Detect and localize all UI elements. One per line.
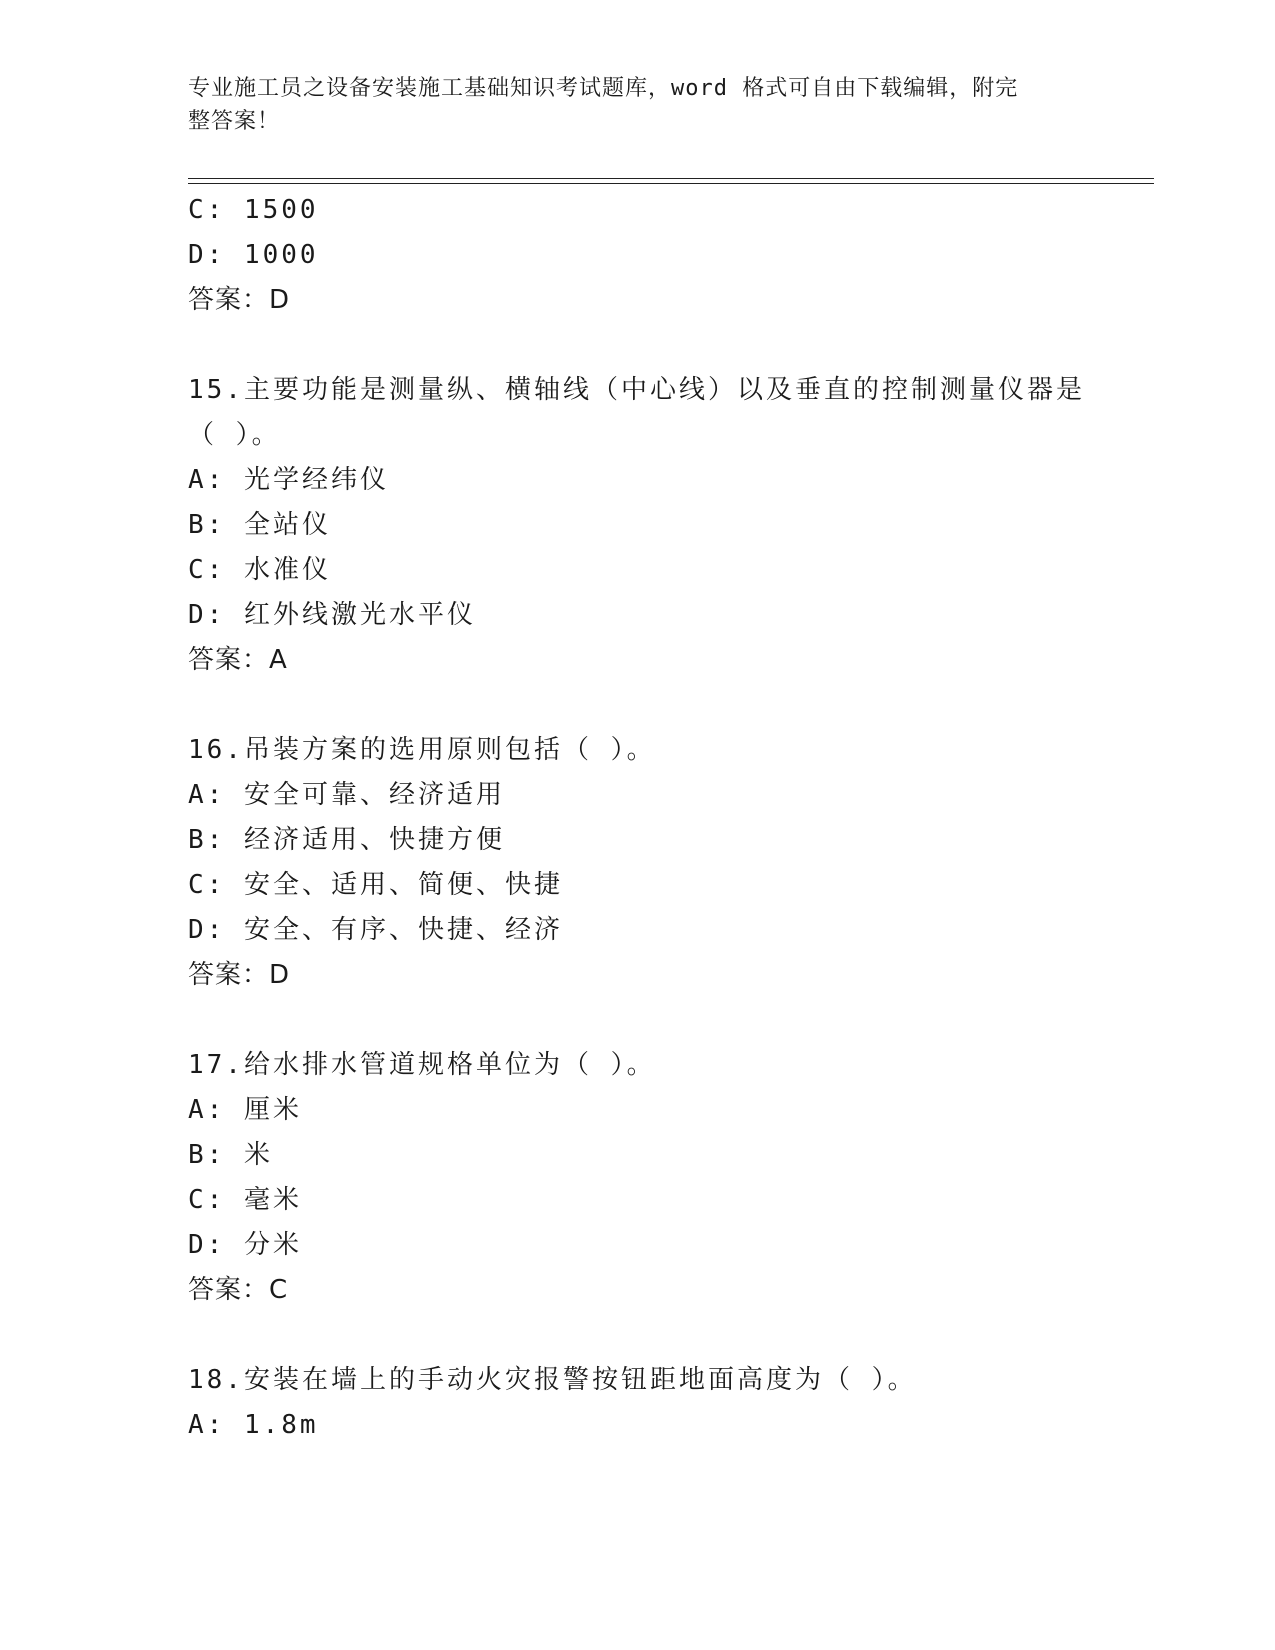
q16-option-b: B: 经济适用、快捷方便 <box>188 825 505 855</box>
q17-option-c: C: 毫米 <box>188 1185 302 1215</box>
q17-option-a: A: 厘米 <box>188 1095 302 1125</box>
q15-option-d: D: 红外线激光水平仪 <box>188 600 476 630</box>
q17-option-b: B: 米 <box>188 1140 273 1170</box>
q16-option-c: C: 安全、适用、简便、快捷 <box>188 870 563 900</box>
header-rule-bottom <box>188 183 1154 184</box>
q17-answer: 答案：C <box>188 1275 289 1305</box>
q16-answer: 答案：D <box>188 960 291 990</box>
q15-option-c: C: 水准仪 <box>188 555 331 585</box>
prev-option-d: D: 1000 <box>188 240 319 270</box>
q17-stem: 17.给水排水管道规格单位为（ ）。 <box>188 1050 656 1080</box>
document-header <box>188 72 1088 138</box>
q18-option-a: A: 1.8m <box>188 1410 319 1440</box>
q15-stem-line-1: 15.主要功能是测量纵、横轴线（中心线）以及垂直的控制测量仪器是 <box>188 375 1085 405</box>
q16-option-a: A: 安全可靠、经济适用 <box>188 780 505 810</box>
prev-option-c: C: 1500 <box>188 195 319 225</box>
q16-option-d: D: 安全、有序、快捷、经济 <box>188 915 563 945</box>
q17-option-d: D: 分米 <box>188 1230 302 1260</box>
header-line-2: 整答案！ <box>188 109 281 134</box>
q15-option-b: B: 全站仪 <box>188 510 331 540</box>
q15-stem-line-2: （ ）。 <box>188 420 281 450</box>
header-line-1: 专业施工员之设备安装施工基础知识考试题库，word 格式可自由下载编辑，附完 <box>188 76 1019 101</box>
q18-stem: 18.安装在墙上的手动火灾报警按钮距地面高度为（ ）。 <box>188 1365 917 1395</box>
header-rule-top <box>188 178 1154 179</box>
q15-option-a: A: 光学经纬仪 <box>188 465 389 495</box>
q15-answer: 答案：A <box>188 645 288 675</box>
prev-answer: 答案：D <box>188 285 291 315</box>
q16-stem: 16.吊装方案的选用原则包括（ ）。 <box>188 735 656 765</box>
